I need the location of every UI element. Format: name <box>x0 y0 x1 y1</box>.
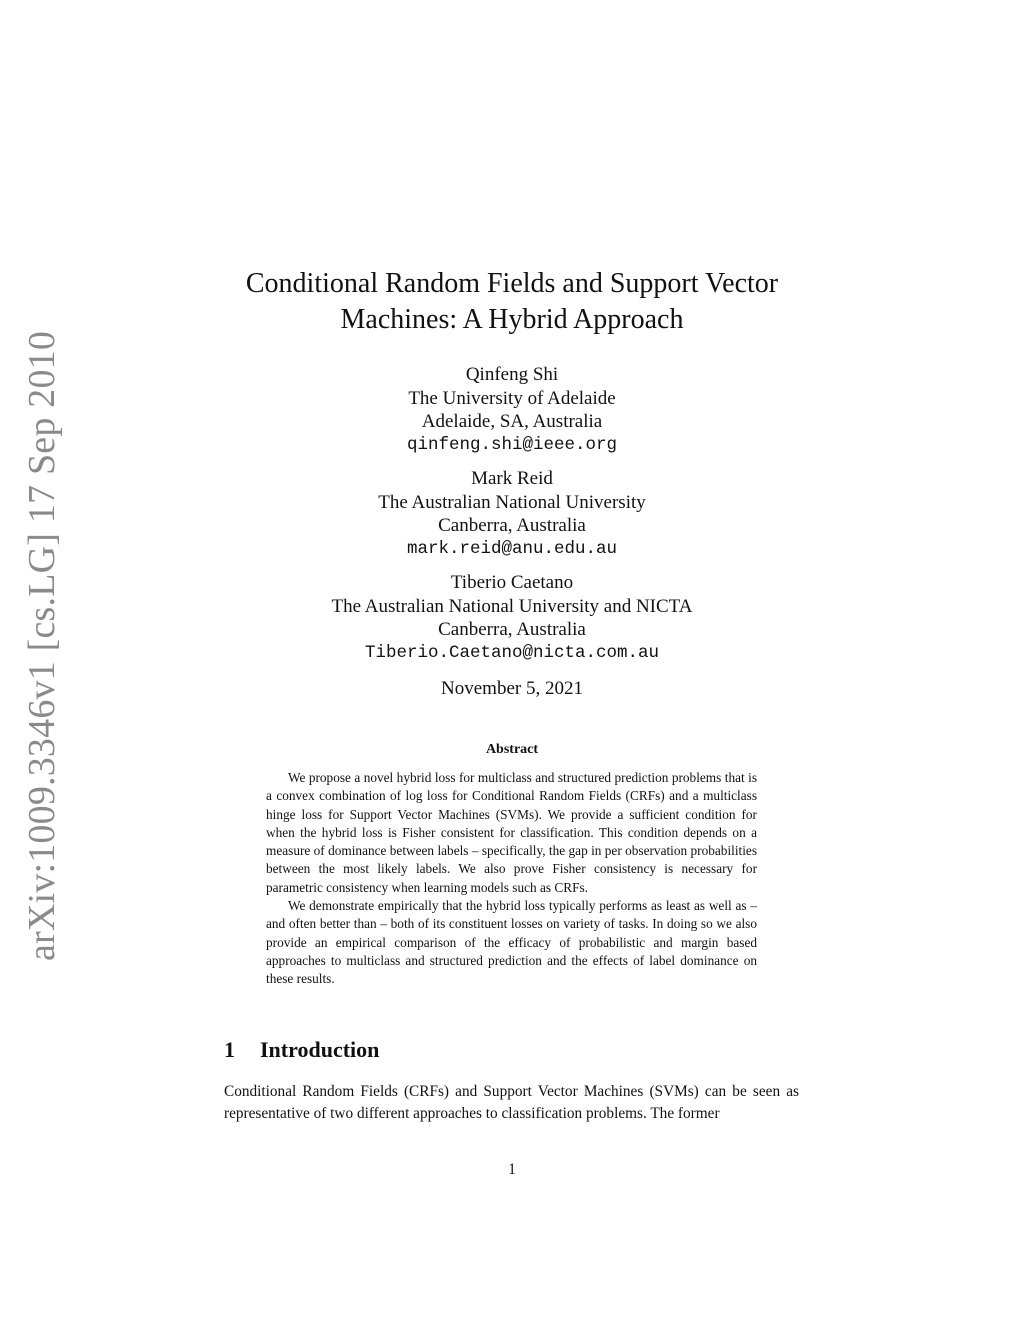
section-number: 1 <box>224 1037 235 1062</box>
author-name: Mark Reid <box>471 468 553 489</box>
section-body <box>224 1081 799 1125</box>
publication-date: November 5, 2021 <box>441 678 583 699</box>
author-location: Canberra, Australia <box>438 515 586 536</box>
author-email[interactable]: mark.reid@anu.edu.au <box>406 538 618 559</box>
author-location: Canberra, Australia <box>438 619 586 640</box>
arxiv-identifier: arXiv:1009.3346v1 [cs.LG] 17 Sep 2010 <box>21 330 63 962</box>
author-name: Tiberio Caetano <box>450 572 574 593</box>
author-location: Adelaide, SA, Australia <box>421 411 603 432</box>
author-affiliation: The University of Adelaide <box>408 387 616 409</box>
author-block <box>0 363 1024 675</box>
abstract-body <box>266 769 757 989</box>
abstract-paragraph: We propose a novel hybrid loss for multiclass and structured prediction problems that is a convex combination of log loss for Conditional Random Fields (CRFs) and a multiclass hinge loss for Support Vector Machines (SVMs). We provide a sufficient condition for when the hybrid loss is Fisher consistent for classification. This condition depends on a measure of dominance between labels – specifically, the gap in per observation probabilities between the most likely labels. We also prove Fisher consistency is necessary for parametric consistency when learning models such as CRFs. <box>266 770 757 895</box>
body-paragraph: Conditional Random Fields (CRFs) and Support Vector Machines (SVMs) can be seen as representative of two different approaches to classification problems. The former <box>224 1083 799 1122</box>
section-heading <box>224 1037 379 1063</box>
paper-title-line-2: Machines: A Hybrid Approach <box>340 304 684 335</box>
author-1 <box>0 363 1024 457</box>
paper-title-line-1: Conditional Random Fields and Support Vector <box>245 268 779 299</box>
author-affiliation: The Australian National University and NICTA <box>331 595 693 617</box>
author-email[interactable]: qinfeng.shi@ieee.org <box>406 434 618 455</box>
author-2 <box>0 467 1024 561</box>
page-number: 1 <box>508 1161 516 1178</box>
abstract-paragraph: We demonstrate empirically that the hybrid loss typically performs as least as well as – and often better than – both of its constituent losses on variety of tasks. In doing so we also provide an empirical comparison of the efficacy of probabilistic and margin based approaches to multiclass and structured prediction and the effects of label dominance on these results. <box>266 898 757 987</box>
author-email[interactable]: Tiberio.Caetano@nicta.com.au <box>364 642 660 663</box>
author-affiliation: The Australian National University <box>378 491 646 513</box>
paper-title <box>0 266 1024 338</box>
section-title: Introduction <box>260 1037 380 1062</box>
author-name: Qinfeng Shi <box>465 364 559 385</box>
abstract-heading: Abstract <box>485 742 539 757</box>
author-3 <box>0 571 1024 665</box>
